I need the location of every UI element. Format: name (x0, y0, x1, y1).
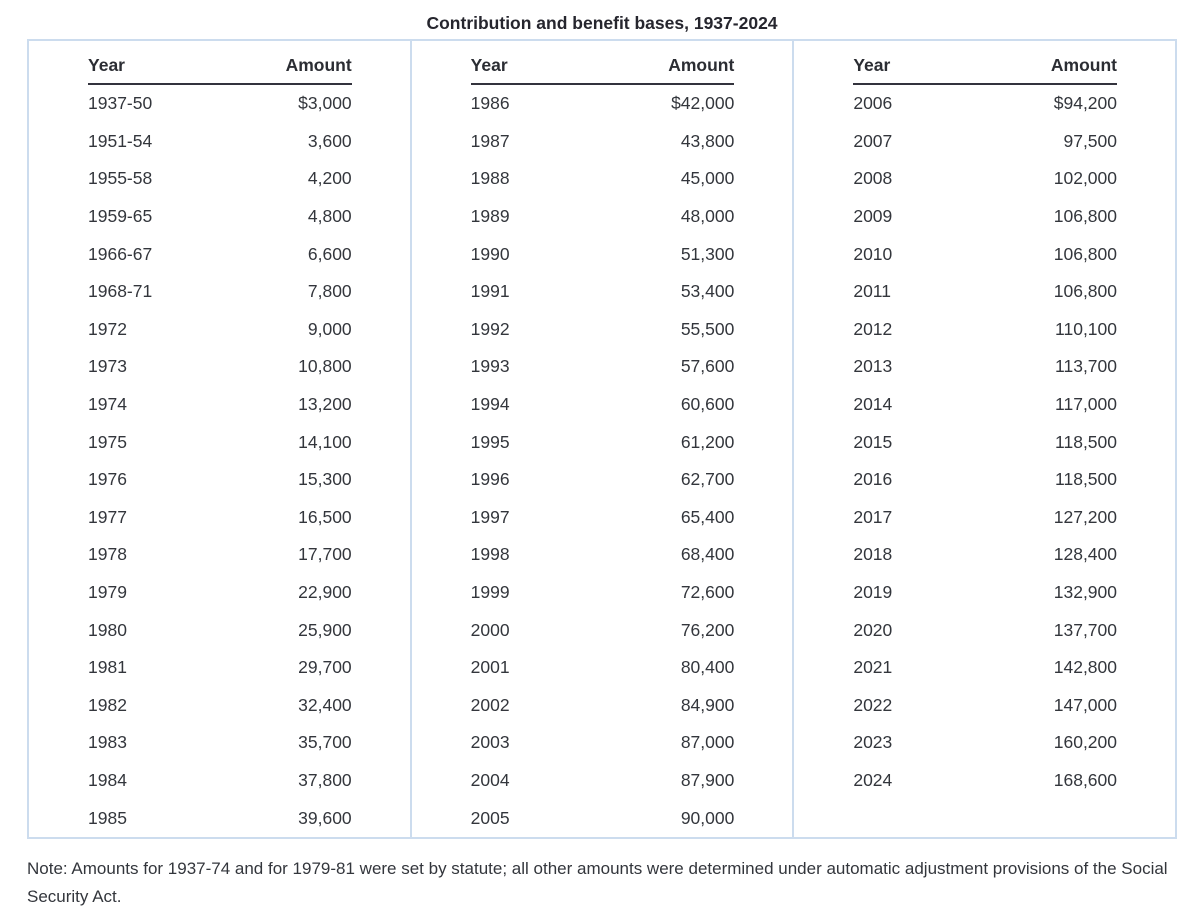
year-cell: 1951-54 (88, 130, 153, 151)
amount-cell: 90,000 (680, 807, 735, 828)
amount-cell: 43,800 (680, 130, 735, 151)
table-row (88, 536, 352, 574)
amount-cell: 3,600 (307, 130, 352, 151)
amount-cell: 68,400 (680, 544, 735, 565)
table-row (853, 235, 1117, 273)
year-cell: 2018 (853, 544, 893, 565)
table-row (88, 198, 352, 236)
table-row (471, 762, 735, 800)
amount-cell: 4,200 (307, 168, 352, 189)
table-row (471, 123, 735, 161)
amount-cell: 76,200 (680, 619, 735, 640)
table-row (88, 687, 352, 725)
amount-cell: 113,700 (1055, 356, 1118, 377)
year-cell: 1975 (88, 431, 127, 452)
amount-cell: 60,600 (680, 394, 735, 415)
table-row (853, 611, 1117, 649)
year-cell: 2007 (853, 130, 893, 151)
year-cell: 1983 (88, 732, 127, 753)
amount-cell: 97,500 (1063, 130, 1118, 151)
amount-cell: 106,800 (1053, 206, 1118, 227)
amount-cell: 87,900 (680, 769, 735, 790)
amount-cell: 35,700 (298, 732, 352, 753)
year-cell: 2022 (853, 694, 893, 715)
year-cell: 1981 (88, 657, 127, 678)
amount-cell: 102,000 (1053, 168, 1118, 189)
footnote: Note: Amounts for 1937-74 and for 1979-81 were set by statute; all other amounts were determined under automatic adjustment provisions of the Social Security Act. (27, 858, 1168, 906)
amount-cell: 7,800 (307, 281, 352, 302)
amount-cell: 55,500 (680, 318, 735, 339)
year-cell: 2004 (470, 769, 510, 790)
year-cell: 1990 (470, 243, 510, 264)
table-row (471, 649, 735, 687)
year-cell: 1966-67 (88, 243, 153, 264)
page-title: Contribution and benefit bases, 1937-2024 (426, 13, 778, 33)
year-column-header: Year (88, 47, 218, 84)
header-row (853, 47, 1117, 84)
year-cell: 2024 (853, 769, 893, 790)
year-column-header: Year (853, 47, 951, 84)
amount-cell: 29,700 (298, 657, 352, 678)
year-cell: 2016 (853, 469, 893, 490)
amount-cell: 22,900 (298, 582, 352, 603)
year-cell: 1973 (88, 356, 127, 377)
table-row (853, 123, 1117, 161)
table-row (853, 311, 1117, 349)
table-row (471, 574, 735, 612)
year-cell: 2000 (470, 619, 510, 640)
amount-cell: 160,200 (1053, 732, 1118, 753)
table-row (853, 461, 1117, 499)
table-row (853, 574, 1117, 612)
amount-cell: 65,400 (680, 506, 735, 527)
amount-cell: 53,400 (680, 281, 735, 302)
year-cell: 2013 (853, 356, 893, 377)
year-cell: 1998 (470, 544, 510, 565)
year-cell: 2003 (470, 732, 510, 753)
table-row (88, 386, 352, 424)
table-row (853, 536, 1117, 574)
table-row (853, 273, 1117, 311)
year-cell: 2023 (853, 732, 893, 753)
year-cell: 1996 (470, 469, 510, 490)
amount-cell: 87,000 (680, 732, 735, 753)
amount-column-header: Amount (218, 47, 352, 84)
table-row (853, 84, 1117, 123)
amount-cell: 15,300 (298, 469, 352, 490)
table-row (471, 687, 735, 725)
amount-cell: 51,300 (680, 243, 735, 264)
year-cell: 1988 (470, 168, 510, 189)
amount-cell: 37,800 (298, 769, 352, 790)
amount-cell: 128,400 (1053, 544, 1118, 565)
amount-cell: $42,000 (671, 93, 735, 114)
table-row (471, 84, 735, 123)
year-cell: 2014 (853, 394, 893, 415)
header-row (88, 47, 352, 84)
table-row (88, 84, 352, 123)
contribution-base-table-box (27, 39, 1177, 839)
amount-cell: 118,500 (1055, 469, 1118, 490)
year-cell: 1985 (88, 807, 127, 828)
year-cell: 1937-50 (88, 93, 153, 114)
table-row (853, 386, 1117, 424)
table-panel-2 (410, 41, 793, 837)
amount-cell: 137,700 (1053, 619, 1118, 640)
amount-cell: 32,400 (298, 694, 352, 715)
year-cell: 1982 (88, 694, 127, 715)
amount-cell: 9,000 (307, 318, 352, 339)
table-row (853, 348, 1117, 386)
amount-cell: 13,200 (298, 394, 352, 415)
year-cell: 2012 (853, 318, 893, 339)
table-row (853, 649, 1117, 687)
amount-cell: 61,200 (680, 431, 735, 452)
header-row (471, 47, 735, 84)
table-row (88, 611, 352, 649)
amount-column-header: Amount (568, 47, 734, 84)
table-row (88, 273, 352, 311)
year-cell: 2017 (853, 506, 893, 527)
year-cell: 1989 (470, 206, 510, 227)
year-cell: 2002 (470, 694, 510, 715)
year-cell: 1991 (470, 281, 510, 302)
year-cell: 1997 (470, 506, 510, 527)
table-row (88, 123, 352, 161)
year-cell: 2008 (853, 168, 893, 189)
amount-cell: 39,600 (298, 807, 352, 828)
amount-cell: 118,500 (1055, 431, 1118, 452)
table-row (88, 724, 352, 762)
year-cell: 2005 (470, 807, 510, 828)
year-cell: 2020 (853, 619, 893, 640)
year-cell: 1999 (470, 582, 510, 603)
amount-cell: 147,000 (1053, 694, 1118, 715)
year-cell: 1992 (470, 318, 510, 339)
table-panel-1 (29, 41, 410, 837)
table-row (88, 423, 352, 461)
year-cell: 1986 (470, 93, 510, 114)
year-column-header: Year (471, 47, 569, 84)
table-row (471, 724, 735, 762)
table-row (88, 461, 352, 499)
table-row (471, 198, 735, 236)
amount-cell: 132,900 (1053, 582, 1118, 603)
table-row (471, 536, 735, 574)
amount-cell: 110,100 (1055, 318, 1118, 339)
table-row (471, 461, 735, 499)
year-cell: 1959-65 (88, 206, 153, 227)
year-cell: 1977 (88, 506, 127, 527)
amount-cell: 45,000 (680, 168, 735, 189)
amount-cell: 6,600 (307, 243, 352, 264)
year-cell: 2001 (470, 657, 510, 678)
table-row (88, 160, 352, 198)
table-row (853, 499, 1117, 537)
amount-cell: 142,800 (1053, 657, 1118, 678)
table-row (471, 799, 735, 837)
year-cell: 2010 (853, 243, 893, 264)
table-row (88, 499, 352, 537)
table-row (853, 160, 1117, 198)
year-cell: 1972 (88, 318, 127, 339)
table-row (88, 235, 352, 273)
table-panel-3 (792, 41, 1175, 837)
amount-cell: 106,800 (1053, 281, 1118, 302)
amount-cell: 62,700 (680, 469, 735, 490)
amount-cell: 168,600 (1053, 769, 1118, 790)
table-row (471, 160, 735, 198)
amount-cell: 4,800 (307, 206, 352, 227)
year-cell: 1974 (88, 394, 127, 415)
amount-cell: 72,600 (680, 582, 735, 603)
amount-cell: 14,100 (298, 431, 352, 452)
table-row (471, 386, 735, 424)
table-row (471, 499, 735, 537)
table-row (471, 423, 735, 461)
year-cell: 1968-71 (88, 281, 153, 302)
base-table-3 (853, 47, 1117, 799)
year-cell: 2021 (853, 657, 893, 678)
amount-cell: 106,800 (1053, 243, 1118, 264)
year-cell: 1984 (88, 769, 127, 790)
amount-cell: 84,900 (680, 694, 735, 715)
year-cell: 1994 (470, 394, 510, 415)
amount-cell: 17,700 (298, 544, 352, 565)
year-cell: 2011 (853, 281, 891, 302)
amount-cell: 48,000 (680, 206, 735, 227)
amount-cell: 127,200 (1053, 506, 1118, 527)
table-row (471, 348, 735, 386)
amount-cell: 117,000 (1055, 394, 1118, 415)
table-row (88, 799, 352, 837)
year-cell: 2009 (853, 206, 893, 227)
table-row (88, 574, 352, 612)
year-cell: 2015 (853, 431, 893, 452)
table-row (88, 348, 352, 386)
year-cell: 1979 (88, 582, 127, 603)
year-cell: 2006 (853, 93, 893, 114)
amount-cell: 25,900 (298, 619, 352, 640)
amount-cell: 80,400 (680, 657, 735, 678)
base-table-2 (471, 47, 735, 837)
table-row (88, 762, 352, 800)
year-cell: 1955-58 (88, 168, 153, 189)
year-cell: 1978 (88, 544, 127, 565)
table-row (88, 649, 352, 687)
table-row (853, 762, 1117, 800)
amount-cell: 16,500 (298, 506, 352, 527)
amount-column-header: Amount (951, 47, 1117, 84)
amount-cell: $3,000 (298, 93, 352, 114)
table-row (471, 235, 735, 273)
table-row (853, 724, 1117, 762)
table-row (471, 273, 735, 311)
amount-cell: 57,600 (680, 356, 735, 377)
amount-cell: 10,800 (298, 356, 352, 377)
year-cell: 1987 (470, 130, 510, 151)
year-cell: 1993 (470, 356, 510, 377)
table-row (853, 198, 1117, 236)
base-table-1 (88, 47, 352, 837)
table-row (471, 311, 735, 349)
amount-cell: $94,200 (1053, 93, 1118, 114)
year-cell: 1995 (470, 431, 510, 452)
year-cell: 1980 (88, 619, 127, 640)
table-row (88, 311, 352, 349)
table-row (471, 611, 735, 649)
year-cell: 2019 (853, 582, 893, 603)
table-row (853, 423, 1117, 461)
year-cell: 1976 (88, 469, 127, 490)
table-row (853, 687, 1117, 725)
